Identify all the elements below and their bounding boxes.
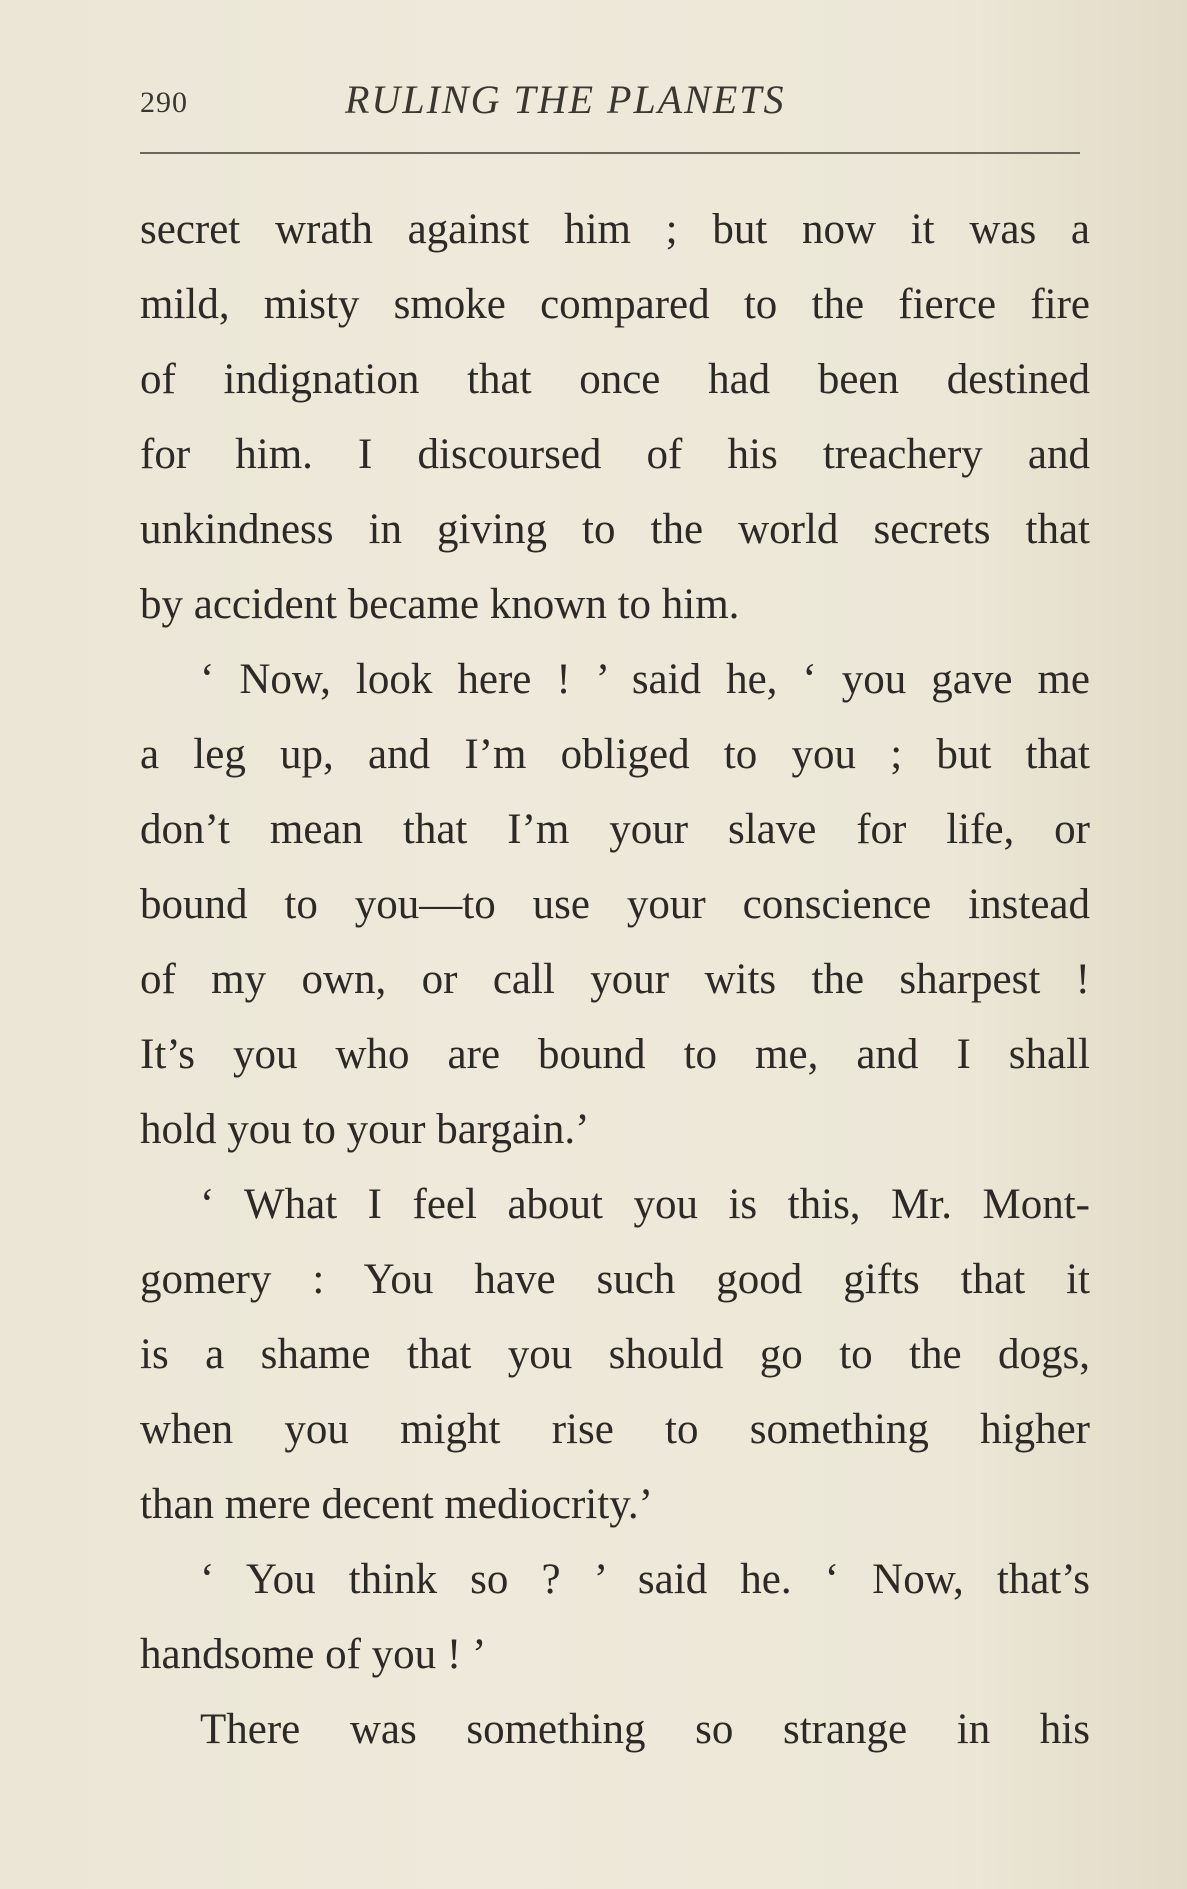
text-line: for him. I discoursed of his treachery and: [140, 431, 1090, 478]
text-line: of my own, or call your wits the sharpest !: [140, 956, 1090, 1003]
text-line: mild, misty smoke compared to the fierce fire: [140, 281, 1090, 328]
page-header: [140, 72, 1080, 132]
text-line: gomery : You have such good gifts that it: [140, 1256, 1090, 1303]
text-line: hold you to your bargain.’: [140, 1106, 590, 1153]
text-line: It’s you who are bound to me, and I shall: [140, 1031, 1090, 1078]
running-title: RULING THE PLANETS: [345, 77, 786, 122]
text-line: There was something so strange in his: [200, 1706, 1090, 1753]
text-line: bound to you—to use your conscience instead: [140, 881, 1090, 928]
text-line: than mere decent mediocrity.’: [140, 1481, 653, 1528]
text-line: of indignation that once had been destined: [140, 356, 1090, 403]
page-number: 290: [140, 86, 188, 119]
text-line: unkindness in giving to the world secrets that: [140, 506, 1090, 553]
body-text: [140, 192, 1090, 1767]
text-line: secret wrath against him ; but now it was a: [140, 206, 1090, 253]
text-line: handsome of you ! ’: [140, 1631, 487, 1678]
text-line: by accident became known to him.: [140, 581, 740, 628]
text-line: ‘ Now, look here ! ’ said he, ‘ you gave me: [200, 656, 1090, 703]
text-line: ‘ What I feel about you is this, Mr. Mont-: [200, 1181, 1090, 1228]
text-line: ‘ You think so ? ’ said he. ‘ Now, that’s: [200, 1556, 1090, 1603]
text-line: when you might rise to something higher: [140, 1406, 1090, 1453]
text-line: don’t mean that I’m your slave for life, or: [140, 806, 1090, 853]
text-line: a leg up, and I’m obliged to you ; but that: [140, 731, 1090, 778]
header-rule: [140, 152, 1080, 154]
text-line: is a shame that you should go to the dogs,: [140, 1331, 1090, 1378]
